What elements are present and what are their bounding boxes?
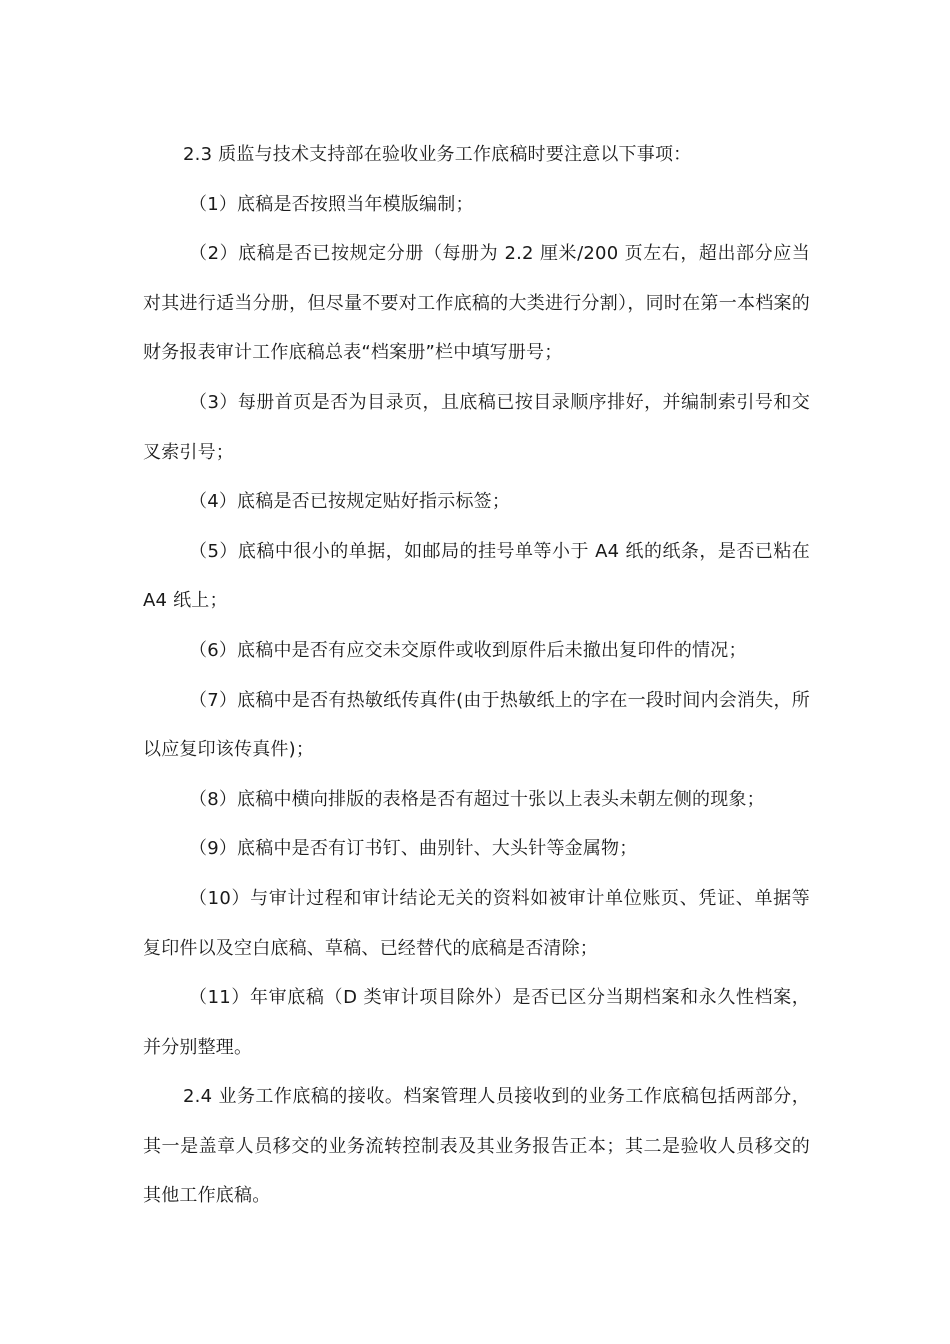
paragraph-item-9: （9）底稿中是否有订书钉、曲别针、大头针等金属物；	[189, 838, 638, 860]
paragraph-item-2: （2）底稿是否已按规定分册（每册为 2.2 厘米/200 页左右，超出部分应当对其进行适当分册，但尽量不要对工作底稿的大类进行分割），同时在第一本档案的财务报表审计工作底稿总表“档案册”栏中填写册号；	[143, 243, 810, 364]
paragraph-item-5: （5）底稿中很小的单据，如邮局的挂号单等小于 A4 纸的纸条，是否已粘在 A4 纸上；	[143, 540, 810, 612]
paragraph-2-4: 2.4 业务工作底稿的接收。档案管理人员接收到的业务工作底稿包括两部分，其一是盖章人员移交的业务流转控制表及其业务报告正本；其二是验收人员移交的其他工作底稿。	[143, 1086, 810, 1207]
document-body	[143, 130, 810, 1221]
paragraph-item-4: （4）底稿是否已按规定贴好指示标签；	[189, 491, 511, 513]
paragraph-item-10: （10）与审计过程和审计结论无关的资料如被审计单位账页、凭证、单据等复印件以及空白底稿、草稿、已经替代的底稿是否清除；	[143, 887, 810, 959]
paragraph-item-7: （7）底稿中是否有热敏纸传真件(由于热敏纸上的字在一段时间内会消失，所以应复印该传真件)；	[143, 689, 810, 761]
paragraph-item-11: （11）年审底稿（D 类审计项目除外）是否已区分当期档案和永久性档案，并分别整理。	[143, 987, 810, 1058]
paragraph-item-8: （8）底稿中横向排版的表格是否有超过十张以上表头未朝左侧的现象；	[189, 788, 765, 810]
paragraph-item-1: （1）底稿是否按照当年模版编制；	[189, 193, 474, 215]
paragraph-item-6: （6）底稿中是否有应交未交原件或收到原件后未撤出复印件的情况；	[189, 639, 747, 661]
paragraph-item-3: （3）每册首页是否为目录页，且底稿已按目录顺序排好，并编制索引号和交叉索引号；	[143, 391, 810, 463]
paragraph-2-3: 2.3 质监与技术支持部在验收业务工作底稿时要注意以下事项：	[183, 144, 692, 165]
